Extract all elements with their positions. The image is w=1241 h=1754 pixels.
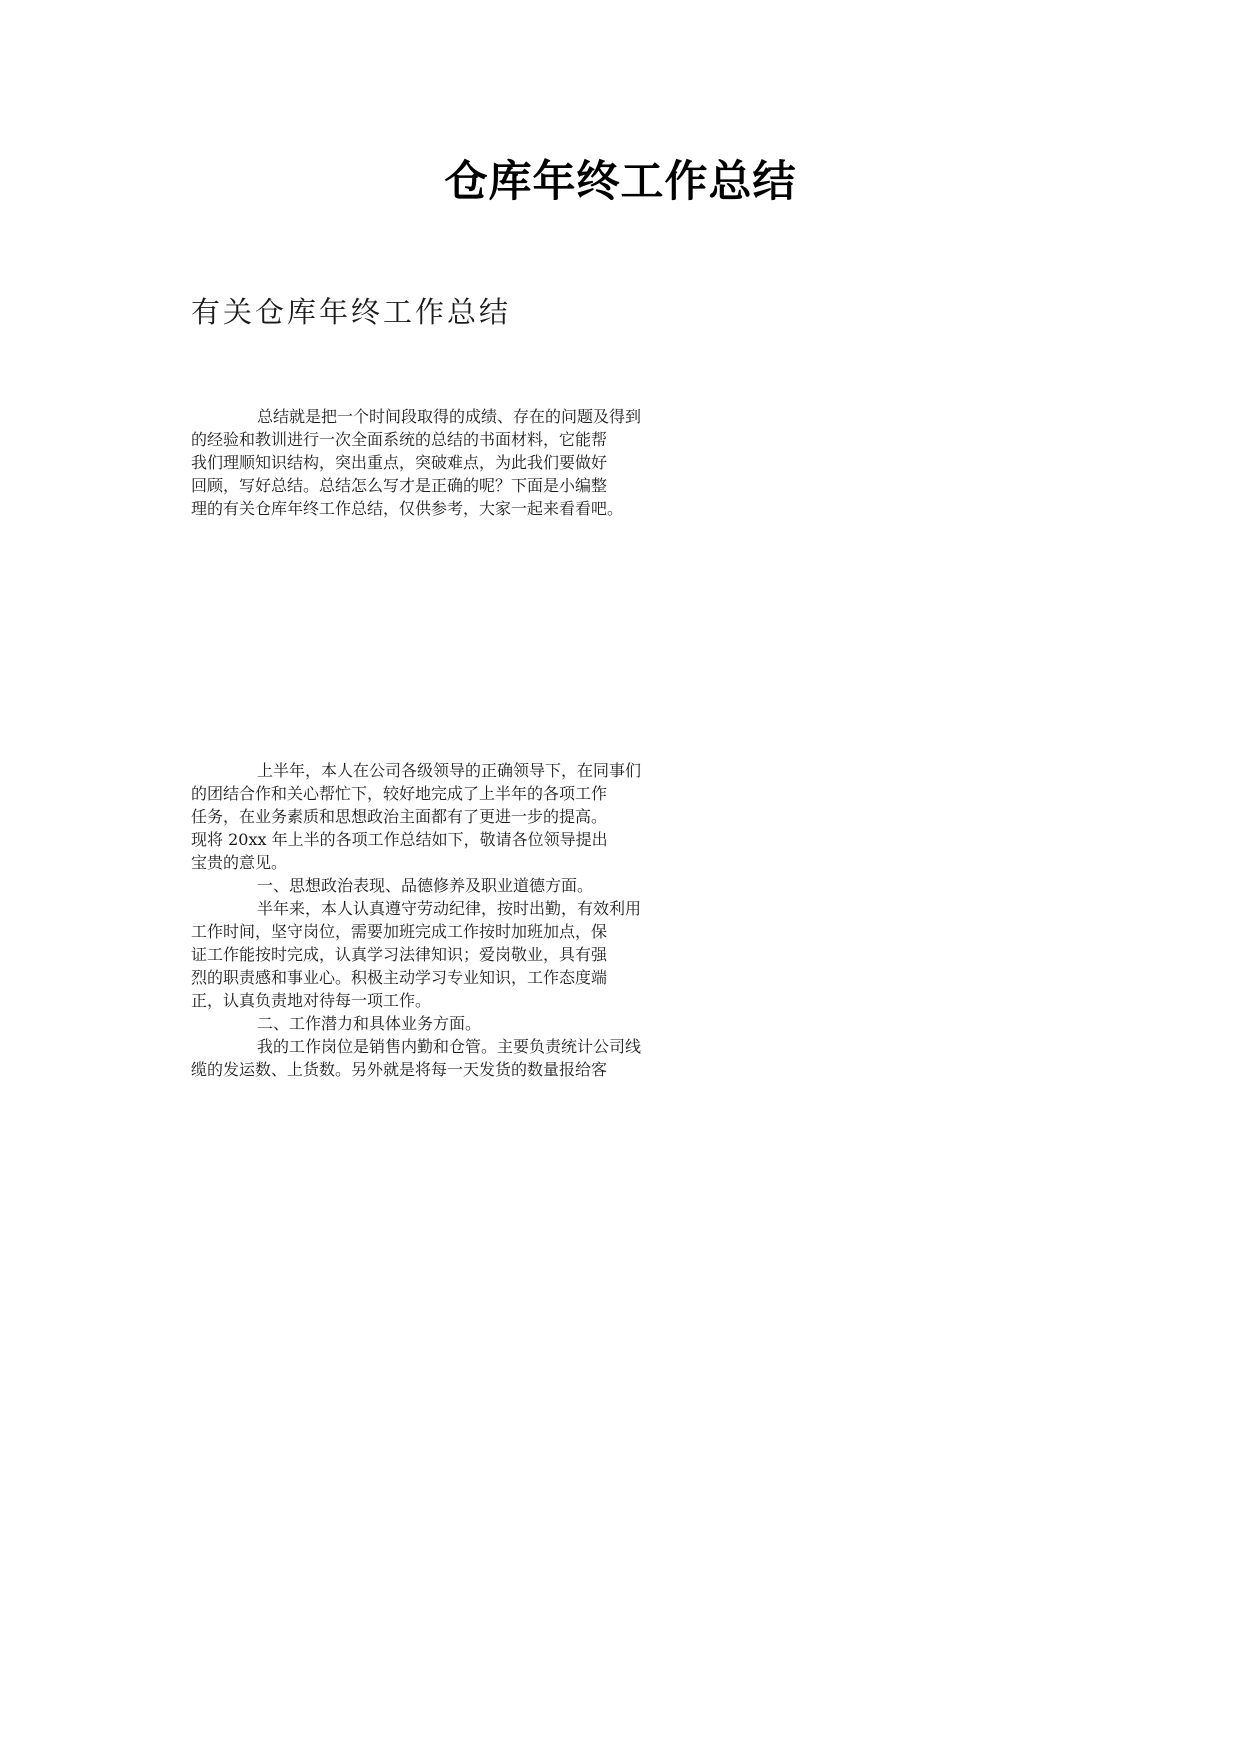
text-line: 我的工作岗位是销售内勤和仓管。主要负责统计公司线 bbox=[257, 1037, 642, 1056]
text-line: 正，认真负责地对待每一项工作。 bbox=[191, 991, 432, 1010]
text-line: 的经验和教训进行一次全面系统的总结的书面材料，它能帮 bbox=[191, 430, 608, 449]
document-title: 仓库年终工作总结 bbox=[444, 157, 797, 207]
text-line: 我们理顺知识结构，突出重点，突破难点，为此我们要做好 bbox=[191, 453, 608, 472]
body-section bbox=[191, 758, 1049, 1080]
intro-paragraph bbox=[191, 404, 1049, 519]
text-line: 半年来，本人认真遵守劳动纪律，按时出勤，有效利用 bbox=[257, 899, 642, 918]
text-line: 任务，在业务素质和思想政治主面都有了更进一步的提高。 bbox=[191, 807, 608, 826]
text-line: 现将 20xx 年上半的各项工作总结如下，敬请各位领导提出 bbox=[191, 830, 608, 849]
text-line: 上半年，本人在公司各级领导的正确领导下，在同事们 bbox=[257, 761, 642, 780]
document-subtitle: 有关仓库年终工作总结 bbox=[191, 295, 512, 329]
text-line: 证工作能按时完成，认真学习法律知识；爱岗敬业，具有强 bbox=[191, 945, 608, 964]
section-heading: 一、思想政治表现、品德修养及职业道德方面。 bbox=[257, 876, 594, 895]
text-line: 缆的发运数、上货数。另外就是将每一天发货的数量报给客 bbox=[191, 1060, 608, 1079]
text-line: 工作时间，坚守岗位，需要加班完成工作按时加班加点，保 bbox=[191, 922, 608, 941]
text-line: 回顾，写好总结。总结怎么写才是正确的呢？下面是小编整 bbox=[191, 476, 608, 495]
section-heading: 二、工作潜力和具体业务方面。 bbox=[257, 1014, 482, 1033]
text-line: 理的有关仓库年终工作总结，仅供参考，大家一起来看看吧。 bbox=[191, 499, 624, 518]
text-line: 总结就是把一个时间段取得的成绩、存在的问题及得到 bbox=[257, 407, 642, 426]
text-line: 的团结合作和关心帮忙下，较好地完成了上半年的各项工作 bbox=[191, 784, 608, 803]
text-line: 烈的职责感和事业心。积极主动学习专业知识，工作态度端 bbox=[191, 968, 608, 987]
text-line: 宝贵的意见。 bbox=[191, 853, 288, 872]
